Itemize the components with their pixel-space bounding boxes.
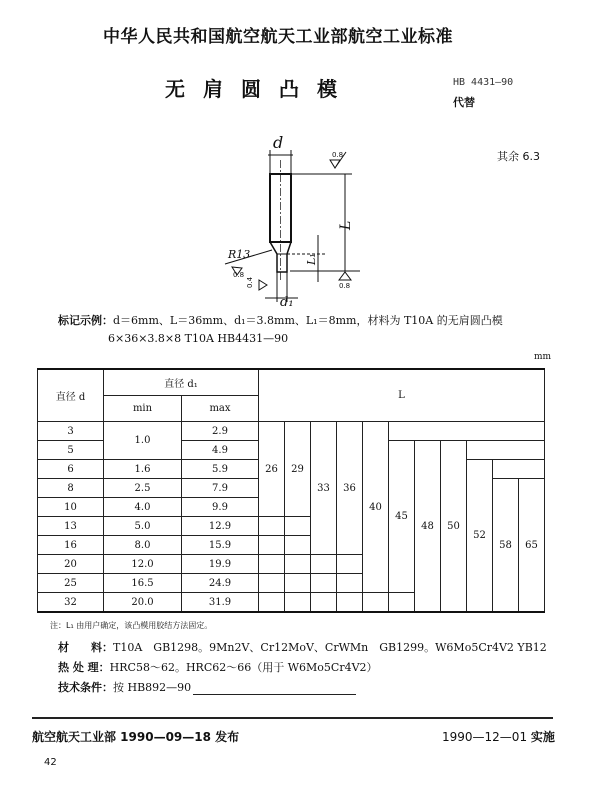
technical-conditions-text: 按 HB892—90: [113, 681, 192, 694]
cell-max: 9.9: [182, 498, 259, 517]
radius-label: R13: [228, 248, 251, 261]
blank-cell: [311, 555, 337, 574]
standard-number: HB 4431—90: [453, 77, 514, 88]
cell-min: 12.0: [104, 555, 182, 574]
roughness-radius-value: 0.8: [233, 271, 245, 279]
effective-label: 实施: [530, 730, 555, 744]
marking-example-text: d＝6mm、L＝36mm、d₁＝3.8mm、L₁＝8mm，材料为 T10A 的无肩圆凸模: [113, 314, 503, 327]
cell-max: 31.9: [182, 593, 259, 613]
cell-d: 16: [38, 536, 104, 555]
cell-d: 32: [38, 593, 104, 613]
cell-min: 1.6: [104, 460, 182, 479]
footer-divider: [32, 717, 553, 719]
cell-max: 15.9: [182, 536, 259, 555]
roughness-bottom-value: 0.8: [339, 282, 351, 290]
cell-max: 2.9: [182, 422, 259, 441]
replaces-label: 代替: [453, 96, 475, 109]
cell-min: 5.0: [104, 517, 182, 536]
cell-L: 50: [441, 441, 467, 613]
header-diameter-d: 直径 d: [38, 369, 104, 422]
blank-cell: [467, 441, 545, 460]
blank-cell: [285, 555, 311, 574]
cell-d: 6: [38, 460, 104, 479]
blank-cell: [285, 593, 311, 613]
roughness-tip-value: 0.4: [246, 276, 254, 288]
cell-d: 10: [38, 498, 104, 517]
heat-treatment-label: 热 处 理：: [58, 661, 110, 674]
cell-max: 24.9: [182, 574, 259, 593]
cell-L: 26: [259, 422, 285, 517]
header-max: max: [182, 396, 259, 422]
material-line: [58, 639, 547, 655]
blank-cell: [363, 593, 389, 613]
issuing-organization: 中华人民共和国航空航天工业部航空工业标准: [103, 27, 453, 47]
blank-cell: [337, 574, 363, 593]
blank-cell: [259, 536, 285, 555]
effective-date-value: 1990—12—01: [442, 730, 528, 744]
cell-L: 45: [389, 441, 415, 593]
blank-cell: [259, 574, 285, 593]
blank-cell: [259, 555, 285, 574]
header-diameter-d1: 直径 d₁: [104, 369, 259, 396]
dim-L1-label: L₁: [305, 253, 318, 265]
roughness-rest-note: 其余 6.3: [497, 150, 540, 163]
dim-L-label: L: [338, 220, 354, 230]
marking-example-label: 标记示例：: [58, 314, 113, 327]
cell-L: 36: [337, 422, 363, 555]
document-title: 无肩圆凸模: [165, 77, 355, 101]
blank-cell: [285, 574, 311, 593]
cell-L: 48: [415, 441, 441, 613]
cell-L: 65: [519, 479, 545, 613]
dim-d1-label: d₁: [280, 295, 294, 310]
header-min: min: [104, 396, 182, 422]
blank-cell: [337, 593, 363, 613]
heat-treatment-text: HRC58～62。HRC62～66（用于 W6Mo5Cr4V2）: [109, 661, 378, 674]
marking-example-line2: 6×36×3.8×8 T10A HB4431—90: [108, 332, 289, 345]
material-label: 材 料：: [58, 641, 113, 654]
technical-conditions-label: 技术条件：: [58, 681, 113, 694]
cell-d: 25: [38, 574, 104, 593]
blank-cell: [285, 536, 311, 555]
cell-d: 5: [38, 441, 104, 460]
cell-max: 7.9: [182, 479, 259, 498]
unit-label: mm: [534, 352, 552, 362]
cell-max: 12.9: [182, 517, 259, 536]
blank-cell: [389, 593, 415, 613]
cell-d: 8: [38, 479, 104, 498]
cell-min: 20.0: [104, 593, 182, 613]
cell-d: 13: [38, 517, 104, 536]
cell-min: 4.0: [104, 498, 182, 517]
cell-max: 4.9: [182, 441, 259, 460]
cell-min: 16.5: [104, 574, 182, 593]
cell-max: 5.9: [182, 460, 259, 479]
punch-drawing: [200, 130, 400, 310]
blank-cell: [311, 574, 337, 593]
marking-example-line1: [58, 312, 503, 328]
cell-min: 8.0: [104, 536, 182, 555]
effective-date: [442, 728, 555, 745]
blank-cell: [259, 517, 285, 536]
header-L: L: [259, 369, 545, 422]
heat-treatment-line: [58, 659, 378, 675]
blank-cell: [389, 422, 545, 441]
cell-L: 29: [285, 422, 311, 517]
cell-d: 20: [38, 555, 104, 574]
blank-cell: [285, 517, 311, 536]
material-text: T10A GB1298。9Mn2V、Cr12MoV、CrWMn GB1299。W6Mo5Cr4V2 YB12: [113, 641, 547, 654]
blank-cell: [259, 593, 285, 613]
cell-L: 52: [467, 460, 493, 613]
cell-max: 19.9: [182, 555, 259, 574]
blank-cell: [493, 460, 545, 479]
cell-min: 1.0: [104, 422, 182, 460]
blank-cell: [337, 555, 363, 574]
blank-cell: [311, 593, 337, 613]
page-number: 42: [44, 757, 57, 768]
dim-d-label: d: [273, 133, 284, 152]
dimension-table: [37, 368, 545, 613]
end-divider: [193, 694, 356, 695]
cell-min: 2.5: [104, 479, 182, 498]
table-note: 注：L₁ 由用户确定，该凸模用胶结方法固定。: [50, 621, 213, 630]
publisher-date: 航空航天工业部 1990—09—18 发布: [32, 730, 240, 744]
cell-L: 58: [493, 479, 519, 613]
technical-conditions-line: [58, 679, 191, 695]
table-row: [38, 422, 545, 441]
cell-L: 33: [311, 422, 337, 555]
cell-L: 40: [363, 422, 389, 593]
cell-d: 3: [38, 422, 104, 441]
roughness-top-value: 0.8: [332, 151, 344, 159]
